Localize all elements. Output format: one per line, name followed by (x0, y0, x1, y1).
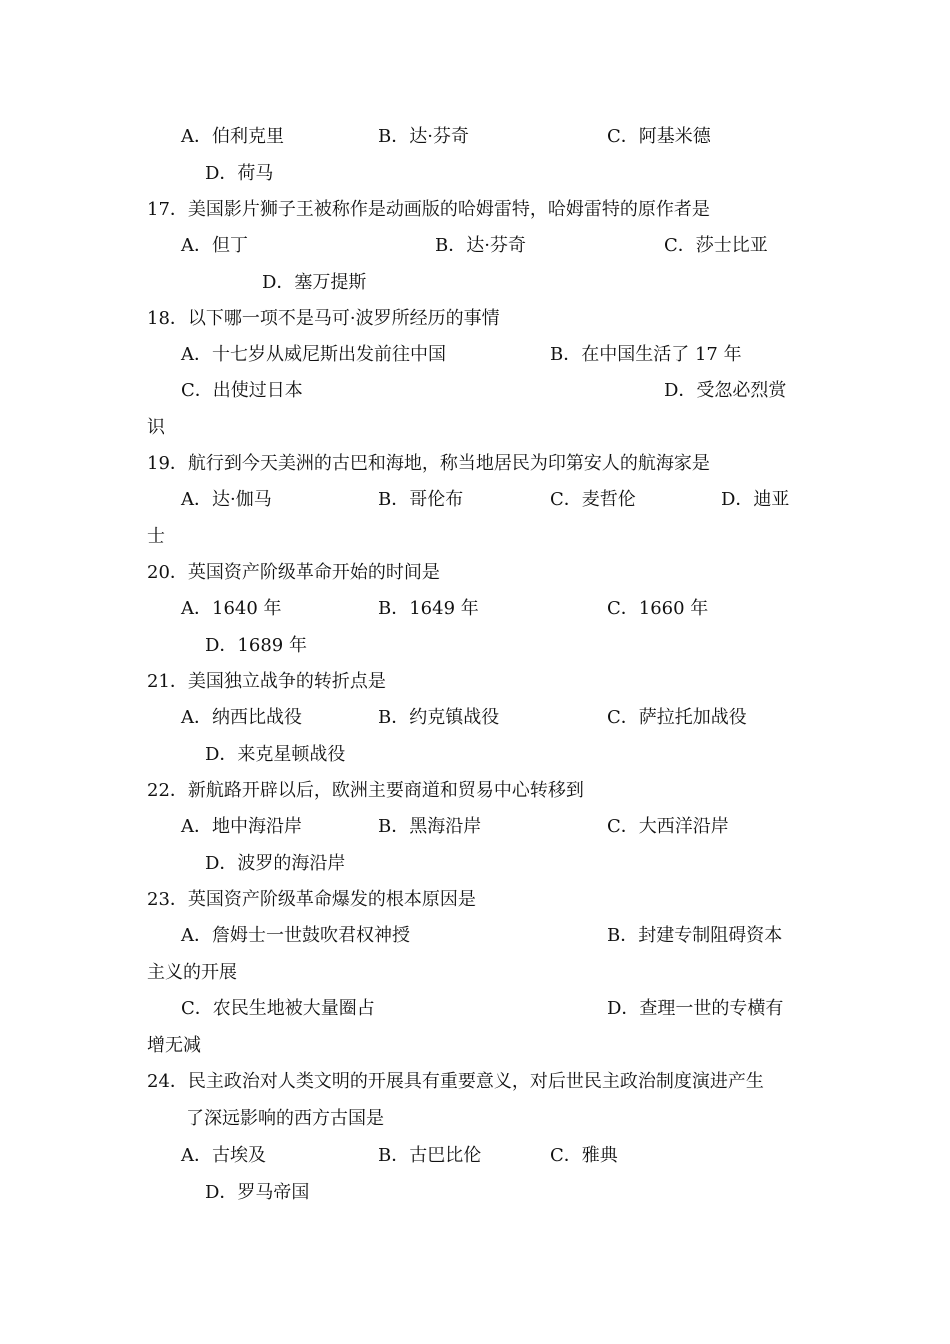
q23-option-a: A．詹姆士一世鼓吹君权神授 (181, 925, 410, 946)
q24-option-b: B．古巴比伦 (378, 1145, 482, 1166)
q18-option-c: C．出使过日本 (181, 380, 303, 401)
q17-option-c: C．莎士比亚 (664, 235, 768, 256)
q23-stem: 23．英国资产阶级革命爆发的根本原因是 (147, 889, 476, 910)
q16-option-c: C．阿基米德 (607, 126, 711, 147)
q18-stem: 18．以下哪一项不是马可·波罗所经历的事情 (147, 308, 500, 329)
q23-option-d: D．查理一世的专横有 (607, 998, 784, 1019)
q17-stem: 17．美国影片狮子王被称作是动画版的哈姆雷特，哈姆雷特的原作者是 (147, 199, 710, 220)
q23-option-b-wrap: 主义的开展 (147, 962, 237, 983)
q19-option-b: B．哥伦布 (378, 489, 464, 510)
q24-stem-wrap: 了深远影响的西方古国是 (186, 1108, 384, 1129)
q22-option-c: C．大西洋沿岸 (607, 816, 729, 837)
q20-option-b: B．1649 年 (378, 598, 479, 619)
q17-option-a: A．但丁 (181, 235, 248, 256)
q18-option-d: D．受忽必烈赏 (664, 380, 787, 401)
q24-option-d: D．罗马帝国 (205, 1182, 310, 1203)
q18-option-d-wrap: 识 (147, 417, 165, 438)
q19-option-d-wrap: 士 (147, 526, 165, 547)
q22-stem: 22．新航路开辟以后，欧洲主要商道和贸易中心转移到 (147, 780, 584, 801)
q21-option-a: A．纳西比战役 (181, 707, 302, 728)
q23-option-b: B．封建专制阻碍资本 (607, 925, 783, 946)
q24-option-a: A．古埃及 (181, 1145, 266, 1166)
q19-option-d: D．迪亚 (721, 489, 790, 510)
q23-option-d-wrap: 增无减 (147, 1035, 201, 1056)
q20-option-d: D．1689 年 (205, 635, 307, 656)
q19-option-c: C．麦哲伦 (550, 489, 636, 510)
q16-option-b: B．达·芬奇 (378, 126, 469, 147)
q16-option-d: D．荷马 (205, 163, 274, 184)
q19-stem: 19．航行到今天美洲的古巴和海地，称当地居民为印第安人的航海家是 (147, 453, 710, 474)
q22-option-a: A．地中海沿岸 (181, 816, 302, 837)
q20-stem: 20．英国资产阶级革命开始的时间是 (147, 562, 440, 583)
q21-option-d: D．来克星顿战役 (205, 744, 346, 765)
q21-option-b: B．约克镇战役 (378, 707, 500, 728)
q21-option-c: C．萨拉托加战役 (607, 707, 747, 728)
q22-option-d: D．波罗的海沿岸 (205, 853, 346, 874)
q17-option-d: D．塞万提斯 (262, 272, 367, 293)
q17-option-b: B．达·芬奇 (435, 235, 526, 256)
q18-option-a: A．十七岁从威尼斯出发前往中国 (181, 344, 446, 365)
q23-option-c: C．农民生地被大量圈占 (181, 998, 375, 1019)
q24-option-c: C．雅典 (550, 1145, 618, 1166)
q20-option-c: C．1660 年 (607, 598, 709, 619)
q24-stem: 24．民主政治对人类文明的开展具有重要意义，对后世民主政治制度演进产生 (147, 1071, 764, 1092)
q19-option-a: A．达·伽马 (181, 489, 272, 510)
q20-option-a: A．1640 年 (181, 598, 282, 619)
q21-stem: 21．美国独立战争的转折点是 (147, 671, 386, 692)
q16-option-a: A．伯利克里 (181, 126, 284, 147)
q18-option-b: B．在中国生活了 17 年 (550, 344, 742, 365)
q22-option-b: B．黑海沿岸 (378, 816, 482, 837)
